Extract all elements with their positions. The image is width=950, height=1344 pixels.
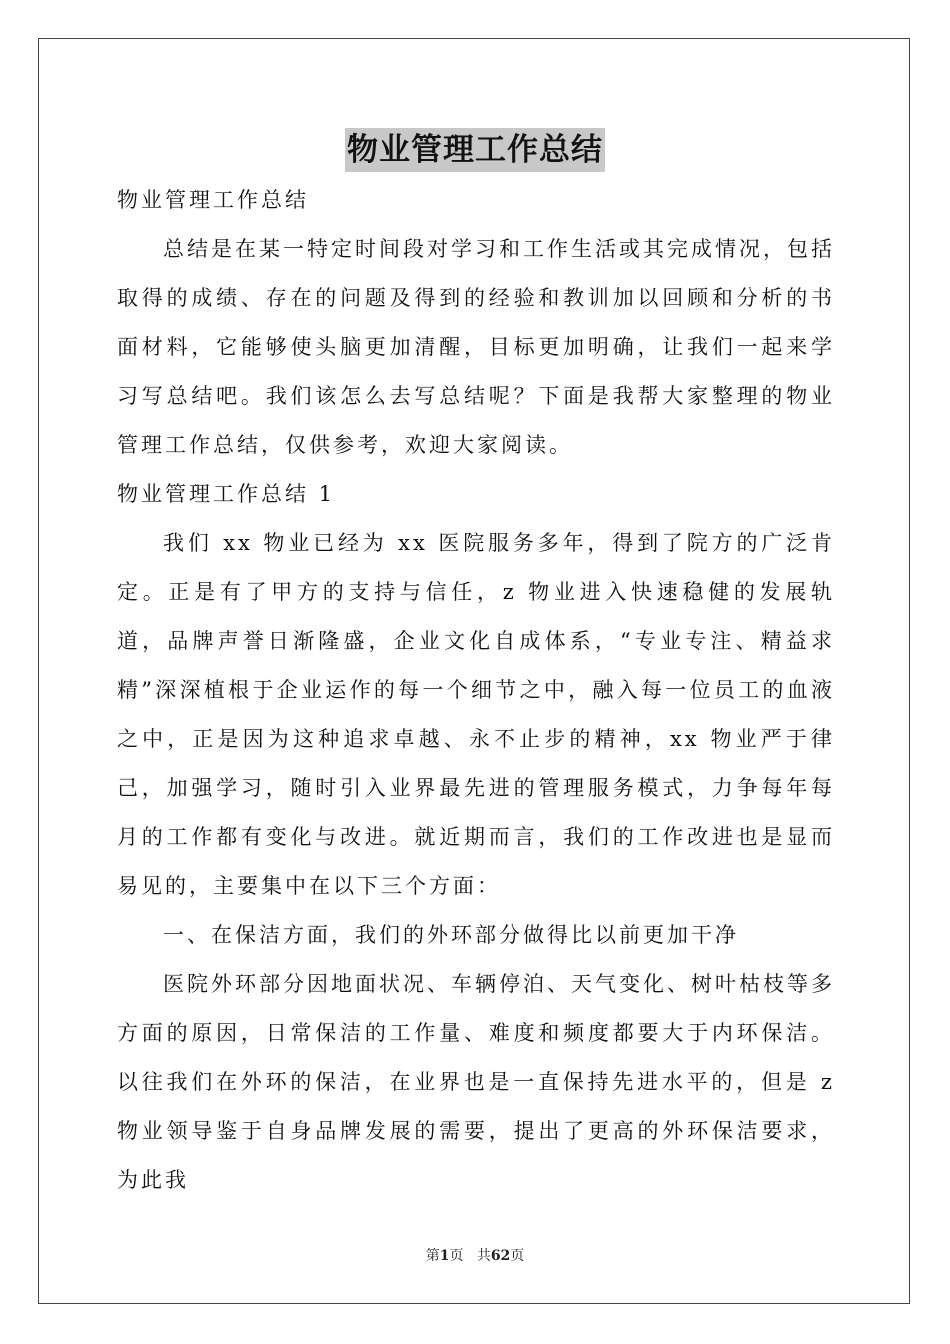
paragraph-section-1: 我们 xx 物业已经为 xx 医院服务多年，得到了院方的广泛肯定。正是有了甲方的支持与信任，z 物业进入快速稳健的发展轨道，品牌声誉日渐隆盛，企业文化自成体系，“专业专注、精益求精”深深植根于企业运作的每一个细节之中，融入每一位员工的血液之中，正是因为这种追求卓越、永不止步的精神，xx 物业严于律己，加强学习，随时引入业界最先进的管理服务模式，力争每年每月的工作都有变化与改进。就近期而言，我们的工作改进也是显而易见的，主要集中在以下三个方面： xyxy=(117,531,835,898)
footer-page-number: 1 xyxy=(439,1248,450,1264)
footer-total-prefix: 共 xyxy=(476,1248,491,1264)
subheading-cleaning: 一、在保洁方面，我们的外环部分做得比以前更加干净 xyxy=(163,923,739,947)
footer-page-suffix: 页 xyxy=(449,1248,464,1264)
document-body xyxy=(117,176,835,1205)
paragraph-cleaning: 医院外环部分因地面状况、车辆停泊、天气变化、树叶枯枝等多方面的原因，日常保洁的工作量、难度和频度都要大于内环保洁。以往我们在外环的保洁，在业界也是一直保持先进水平的，但是 z 物业领导鉴于自身品牌发展的需要，提出了更高的外环保洁要求，为此我 xyxy=(117,972,835,1192)
document-title: 物业管理工作总结 xyxy=(345,128,605,172)
footer-total-suffix: 页 xyxy=(510,1248,525,1264)
footer-page-prefix: 第 xyxy=(425,1248,440,1264)
page-footer xyxy=(0,1246,950,1266)
paragraph-heading: 物业管理工作总结 xyxy=(117,188,309,212)
footer-total-pages: 62 xyxy=(490,1248,511,1264)
paragraph-intro: 总结是在某一特定时间段对学习和工作生活或其完成情况，包括取得的成绩、存在的问题及得到的经验和教训加以回顾和分析的书面材料，它能够使头脑更加清醒，目标更加明确，让我们一起来学习写总结吧。我们该怎么去写总结呢？下面是我帮大家整理的物业管理工作总结，仅供参考，欢迎大家阅读。 xyxy=(117,237,835,457)
section-heading-1: 物业管理工作总结 1 xyxy=(117,482,336,506)
title-container xyxy=(0,128,950,172)
